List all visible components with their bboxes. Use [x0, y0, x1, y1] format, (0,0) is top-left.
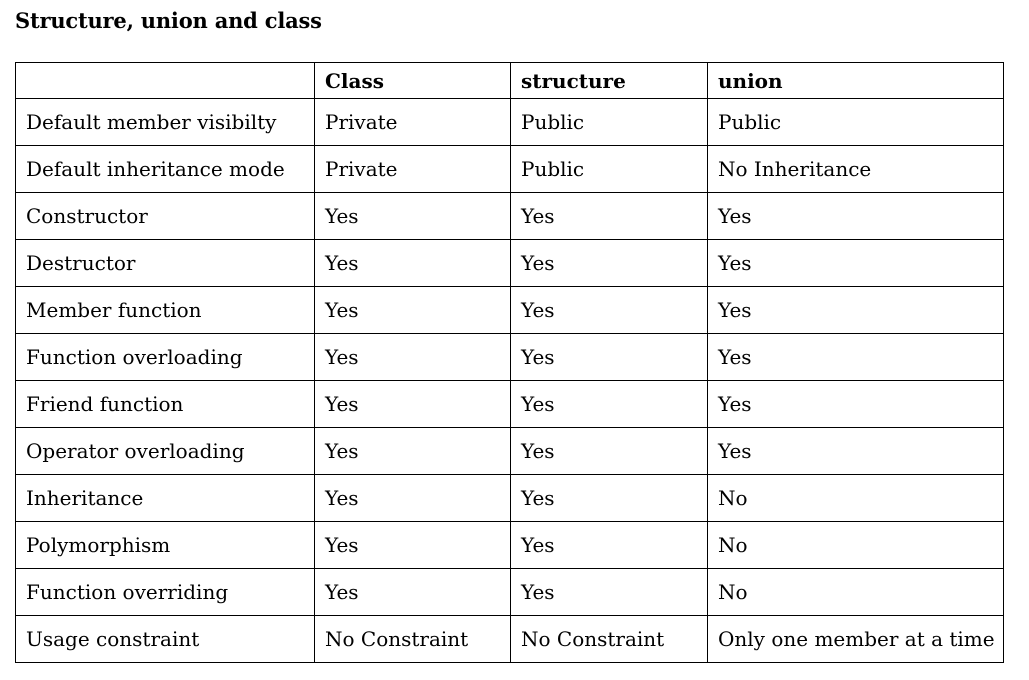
- table-row: [16, 146, 1004, 193]
- class-cell: Yes: [315, 193, 511, 240]
- feature-cell: Member function: [16, 287, 315, 334]
- table-row: [16, 381, 1004, 428]
- header-cell-class: Class: [315, 63, 511, 99]
- feature-cell: Friend function: [16, 381, 315, 428]
- structure-cell: Yes: [511, 381, 708, 428]
- feature-cell: Destructor: [16, 240, 315, 287]
- class-cell: No Constraint: [315, 616, 511, 663]
- class-cell: Yes: [315, 522, 511, 569]
- table-row: [16, 475, 1004, 522]
- class-cell: Yes: [315, 381, 511, 428]
- class-cell: Yes: [315, 475, 511, 522]
- union-cell: No: [708, 569, 1004, 616]
- class-cell: Yes: [315, 428, 511, 475]
- structure-cell: No Constraint: [511, 616, 708, 663]
- structure-cell: Yes: [511, 287, 708, 334]
- structure-cell: Yes: [511, 475, 708, 522]
- structure-cell: Yes: [511, 569, 708, 616]
- feature-cell: Function overloading: [16, 334, 315, 381]
- union-cell: Yes: [708, 381, 1004, 428]
- header-cell-union: union: [708, 63, 1004, 99]
- feature-cell: Usage constraint: [16, 616, 315, 663]
- table-row: [16, 287, 1004, 334]
- table-row: [16, 193, 1004, 240]
- class-cell: Private: [315, 99, 511, 146]
- union-cell: Yes: [708, 193, 1004, 240]
- feature-cell: Default member visibilty: [16, 99, 315, 146]
- class-cell: Yes: [315, 569, 511, 616]
- union-cell: No Inheritance: [708, 146, 1004, 193]
- header-row: [16, 63, 1004, 99]
- union-cell: Yes: [708, 334, 1004, 381]
- class-cell: Yes: [315, 287, 511, 334]
- structure-cell: Public: [511, 146, 708, 193]
- table-row: [16, 240, 1004, 287]
- table-row: [16, 99, 1004, 146]
- document-title: Structure, union and class: [15, 8, 322, 33]
- class-cell: Yes: [315, 240, 511, 287]
- union-cell: No: [708, 522, 1004, 569]
- union-cell: Only one member at a time: [708, 616, 1004, 663]
- structure-cell: Yes: [511, 334, 708, 381]
- table-row: [16, 522, 1004, 569]
- structure-cell: Yes: [511, 428, 708, 475]
- union-cell: Public: [708, 99, 1004, 146]
- class-cell: Yes: [315, 334, 511, 381]
- header-cell-structure: structure: [511, 63, 708, 99]
- structure-cell: Yes: [511, 193, 708, 240]
- union-cell: Yes: [708, 240, 1004, 287]
- comparison-table: [15, 62, 1004, 663]
- class-cell: Private: [315, 146, 511, 193]
- union-cell: Yes: [708, 287, 1004, 334]
- table-row: [16, 334, 1004, 381]
- feature-cell: Function overriding: [16, 569, 315, 616]
- union-cell: No: [708, 475, 1004, 522]
- feature-cell: Inheritance: [16, 475, 315, 522]
- table-row: [16, 428, 1004, 475]
- feature-cell: Polymorphism: [16, 522, 315, 569]
- union-cell: Yes: [708, 428, 1004, 475]
- table-row: [16, 569, 1004, 616]
- structure-cell: Public: [511, 99, 708, 146]
- table-row: [16, 616, 1004, 663]
- header-cell-feature: [16, 63, 315, 99]
- structure-cell: Yes: [511, 240, 708, 287]
- feature-cell: Operator overloading: [16, 428, 315, 475]
- structure-cell: Yes: [511, 522, 708, 569]
- feature-cell: Default inheritance mode: [16, 146, 315, 193]
- feature-cell: Constructor: [16, 193, 315, 240]
